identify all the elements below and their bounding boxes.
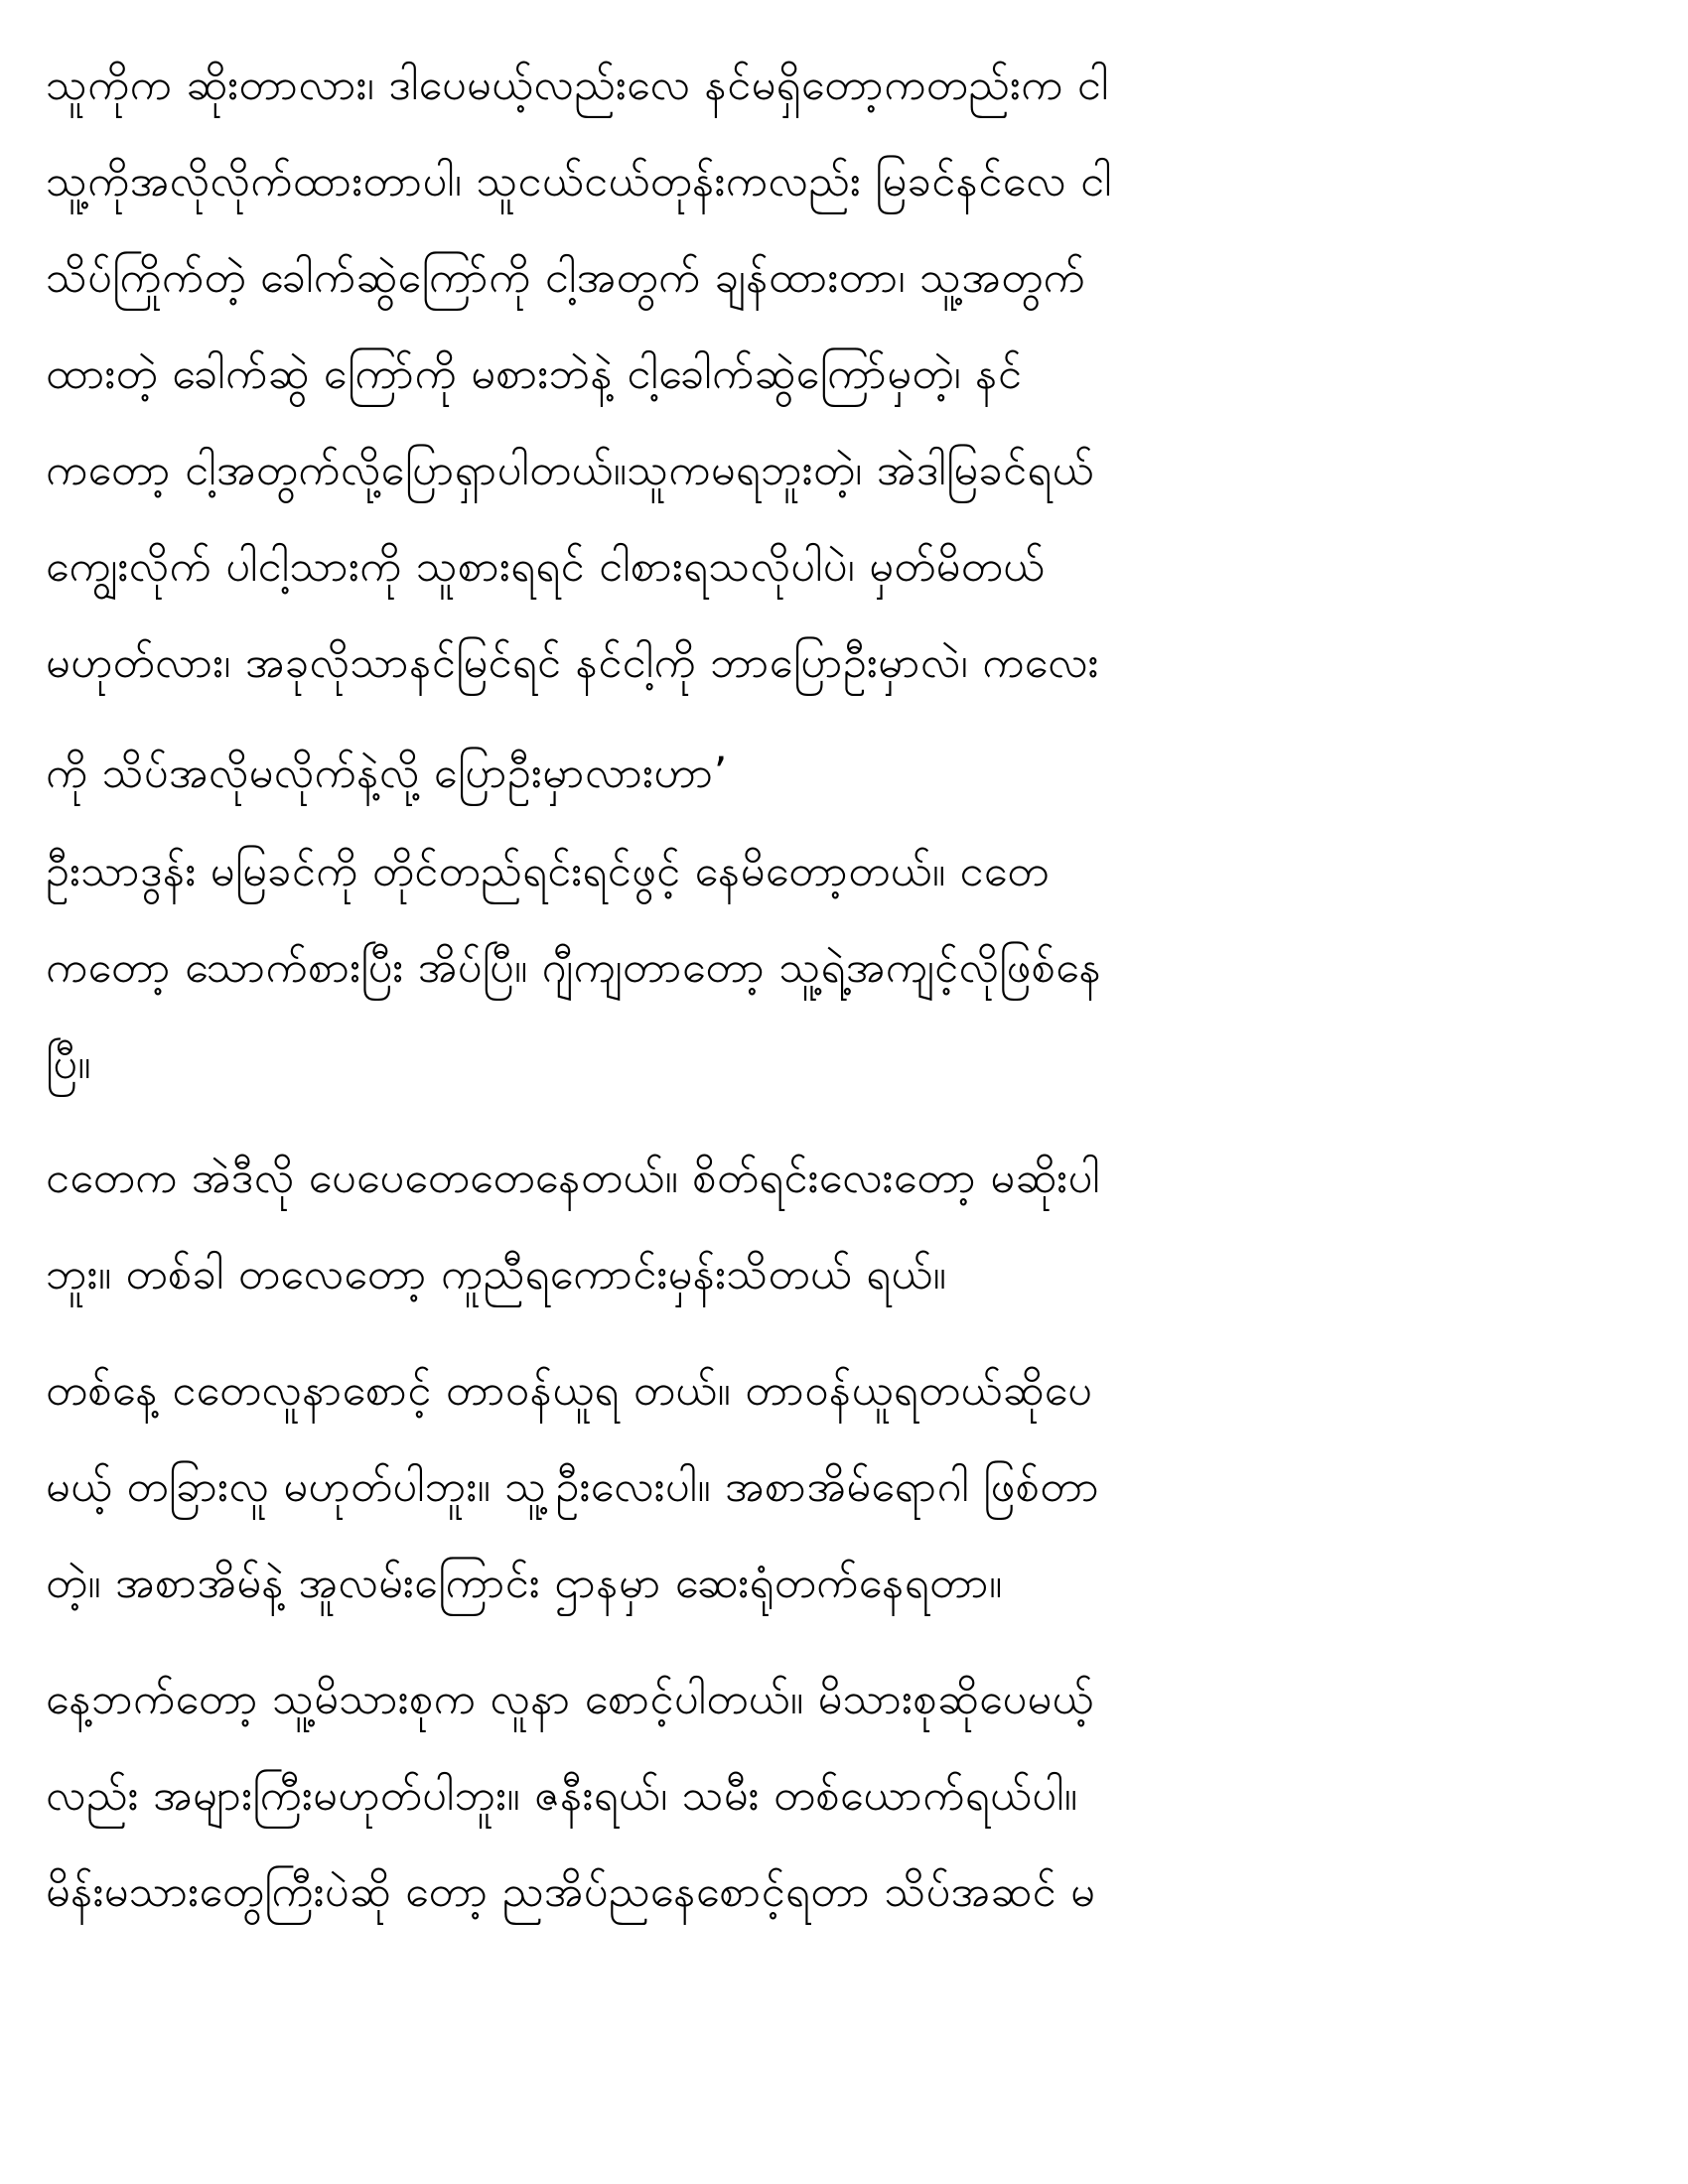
- text-line: သိပ်ကြိုက်တဲ့ ခေါက်ဆွဲကြော်ကို ငါ့အတွက် ချန်ထားတာ၊ သူ့အတွက်: [46, 253, 1086, 303]
- text-line: ထားတဲ့ ခေါက်ဆွဲ ကြော်ကို မစားဘဲနဲ့ ငါ့ခေါက်ဆွဲကြော်မှတဲ့၊ နင်: [46, 349, 1023, 399]
- text-line: ကတော့ သောက်စားပြီး အိပ်ပြီ။ ဂျီကျတာတော့ သူ့ရဲ့အကျင့်လိုဖြစ်နေ: [46, 943, 1102, 993]
- text-line: ငတေက အဲဒီလို ပေပေတေတေနေတယ်။ စိတ်ရင်းလေးတော့ မဆိုးပါ: [46, 1154, 1100, 1203]
- text-line: မိန်းမသားတွေကြီးပဲဆို တော့ ညအိပ်ညနေစောင့်ရတာ သိပ်အဆင် မ: [46, 1867, 1096, 1917]
- text-line: ဘူး။ တစ်ခါ တလေတော့ ကူညီရကောင်းမှန်းသိတယ် ရယ်။: [46, 1250, 947, 1299]
- text-line: တဲ့။ အစာအိမ်နဲ့ အူလမ်းကြောင်း ဌာနမှာ ဆေးရုံတက်နေရတာ။: [46, 1559, 1003, 1608]
- text-line: ကျွေးလိုက် ပါငါ့သားကို သူစားရရင် ငါစားရသလိုပါပဲ၊ မှတ်မိတယ်: [46, 542, 1046, 592]
- text-line: သူကိုက ဆိုးတာလား၊ ဒါပေမယ့်လည်းလေ နင်မရှိတော့ကတည်းက ငါ: [46, 61, 1109, 110]
- text-line: လည်း အများကြီးမဟုတ်ပါဘူး။ ဇနီးရယ်၊ သမီး တစ်ယောက်ရယ်ပါ။: [46, 1771, 1078, 1821]
- text-line: မယ့် တခြားလူ မဟုတ်ပါဘူး။ သူ့ဦးလေးပါ။ အစာအိမ်ရောဂါ ဖြစ်တာ: [46, 1462, 1100, 1512]
- text-line: နေ့ဘက်တော့ သူ့မိသားစုက လူနာ စောင့်ပါတယ်။ မိသားစုဆိုပေမယ့်: [46, 1675, 1094, 1724]
- text-line: ကတော့ ငါ့အတွက်လို့ပြောရှာပါတယ်။သူကမရဘူးတဲ့၊ အဲဒါမြခင်ရယ်: [46, 446, 1094, 495]
- text-line: ကို သိပ်အလိုမလိုက်နဲ့လို့ ပြောဦးမှာလားဟာ’: [46, 749, 728, 798]
- text-line: မဟုတ်လား၊ အခုလိုသာနင်မြင်ရင် နင်ငါ့ကို ဘာပြောဦးမှာလဲ၊ ကလေး: [46, 638, 1099, 688]
- text-line: ပြီ။: [46, 1039, 91, 1089]
- text-line: ဦးသာဒွန်း မမြခင်ကို တိုင်တည်ရင်းရင်ဖွင့် နေမိတော့တယ်။ ငတေ: [46, 847, 1050, 896]
- text-line: သူ့ကိုအလိုလိုက်ထားတာပါ၊ သူငယ်ငယ်တုန်းကလည်း မြခင်နင်လေ ငါ: [46, 157, 1112, 206]
- text-line: တစ်နေ့ ငတေလူနာစောင့် တာဝန်ယူရ တယ်။ တာဝန်ယူရတယ်ဆိုပေ: [46, 1366, 1093, 1416]
